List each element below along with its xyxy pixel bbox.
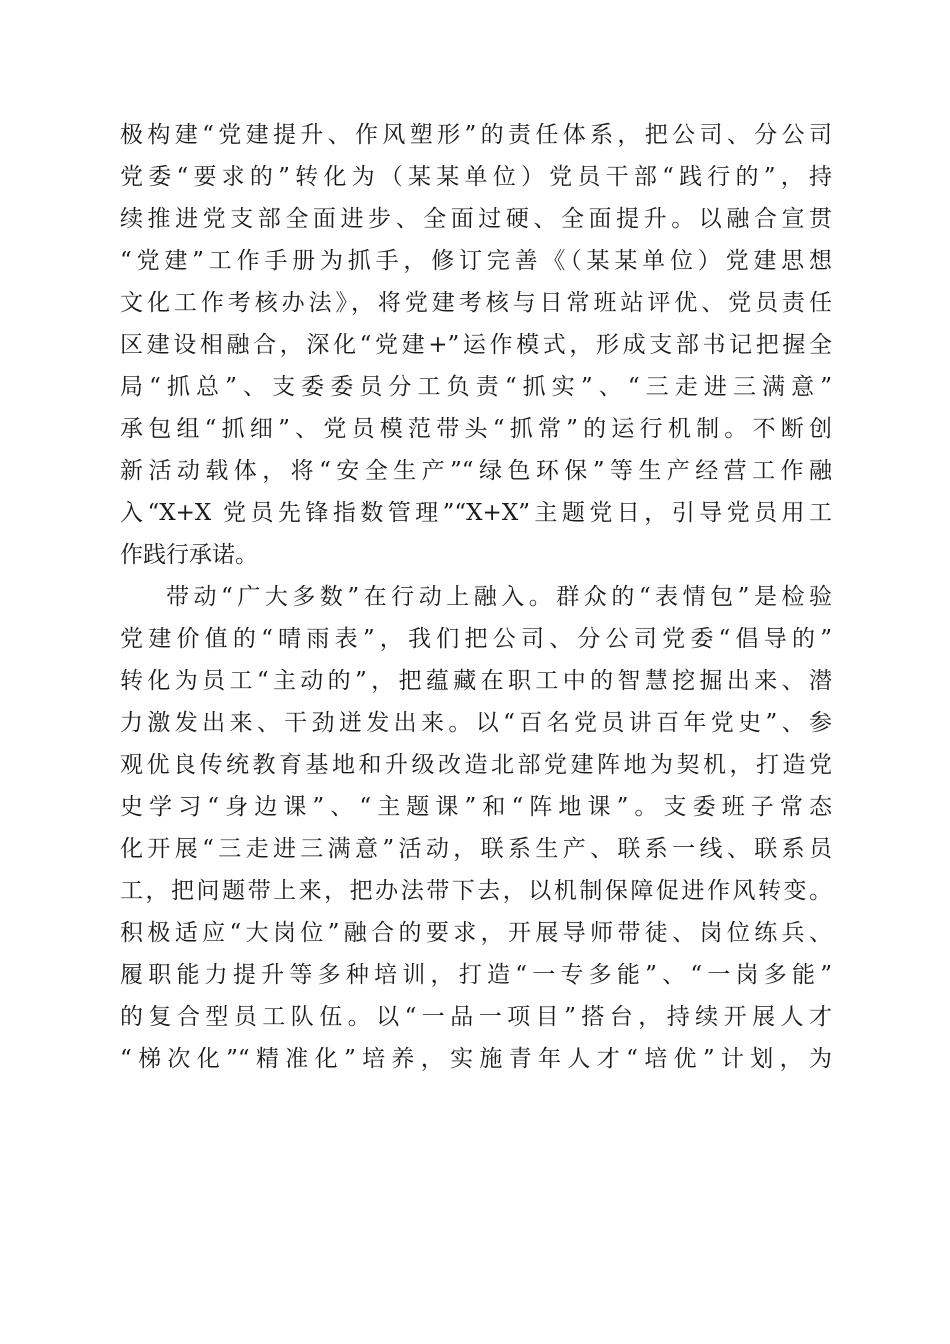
text-line: 积极适应“大岗位”融合的要求，开展导师带徒、岗位练兵、 [120, 920, 832, 946]
text-line: 续推进党支部全面进步、全面过硬、全面提升。以融合宣贯 [120, 206, 832, 232]
text-line: 极构建“党建提升、作风塑形”的责任体系，把公司、分公司 [120, 122, 832, 148]
text-line: 的复合型员工队伍。以“一品一项目”搭台，持续开展人才 [120, 1004, 832, 1030]
text-line: 史学习“身边课”、“主题课”和“阵地课”。支委班子常态 [120, 794, 832, 820]
document-body [120, 114, 832, 1080]
text-line: 转化为员工“主动的”，把蕴藏在职工中的智慧挖掘出来、潜 [120, 668, 832, 694]
text-line: 区建设相融合，深化“党建+”运作模式，形成支部书记把握全 [120, 332, 832, 358]
text-line: “党建”工作手册为抓手，修订完善《（某某单位）党建思想 [120, 248, 832, 274]
text-line: “梯次化”“精准化”培养，实施青年人才“培优”计划，为 [120, 1046, 832, 1072]
text-line: 入“X+X 党员先锋指数管理”“X+X”主题党日，引导党员用工 [120, 500, 832, 526]
text-line: 新活动载体，将“安全生产”“绿色环保”等生产经营工作融 [120, 458, 832, 484]
text-line: 观优良传统教育基地和升级改造北部党建阵地为契机，打造党 [120, 752, 832, 778]
text-line: 工，把问题带上来，把办法带下去，以机制保障促进作风转变。 [120, 878, 832, 904]
text-line: 带动“广大多数”在行动上融入。群众的“表情包”是检验 [166, 584, 832, 610]
text-line: 党委“要求的”转化为（某某单位）党员干部“践行的”，持 [120, 164, 832, 190]
paragraph-1 [120, 114, 832, 576]
text-line: 作践行承诺。 [120, 542, 258, 568]
text-line: 文化工作考核办法》，将党建考核与日常班站评优、党员责任 [120, 290, 832, 316]
text-line: 履职能力提升等多种培训，打造“一专多能”、“一岗多能” [120, 962, 832, 988]
text-line: 化开展“三走进三满意”活动，联系生产、联系一线、联系员 [120, 836, 832, 862]
text-line: 局“抓总”、支委委员分工负责“抓实”、“三走进三满意” [120, 374, 832, 400]
text-line: 党建价值的“晴雨表”，我们把公司、分公司党委“倡导的” [120, 626, 832, 652]
text-line: 承包组“抓细”、党员模范带头“抓常”的运行机制。不断创 [120, 416, 832, 442]
text-line: 力激发出来、干劲迸发出来。以“百名党员讲百年党史”、参 [120, 710, 832, 736]
paragraph-2 [120, 576, 832, 1080]
